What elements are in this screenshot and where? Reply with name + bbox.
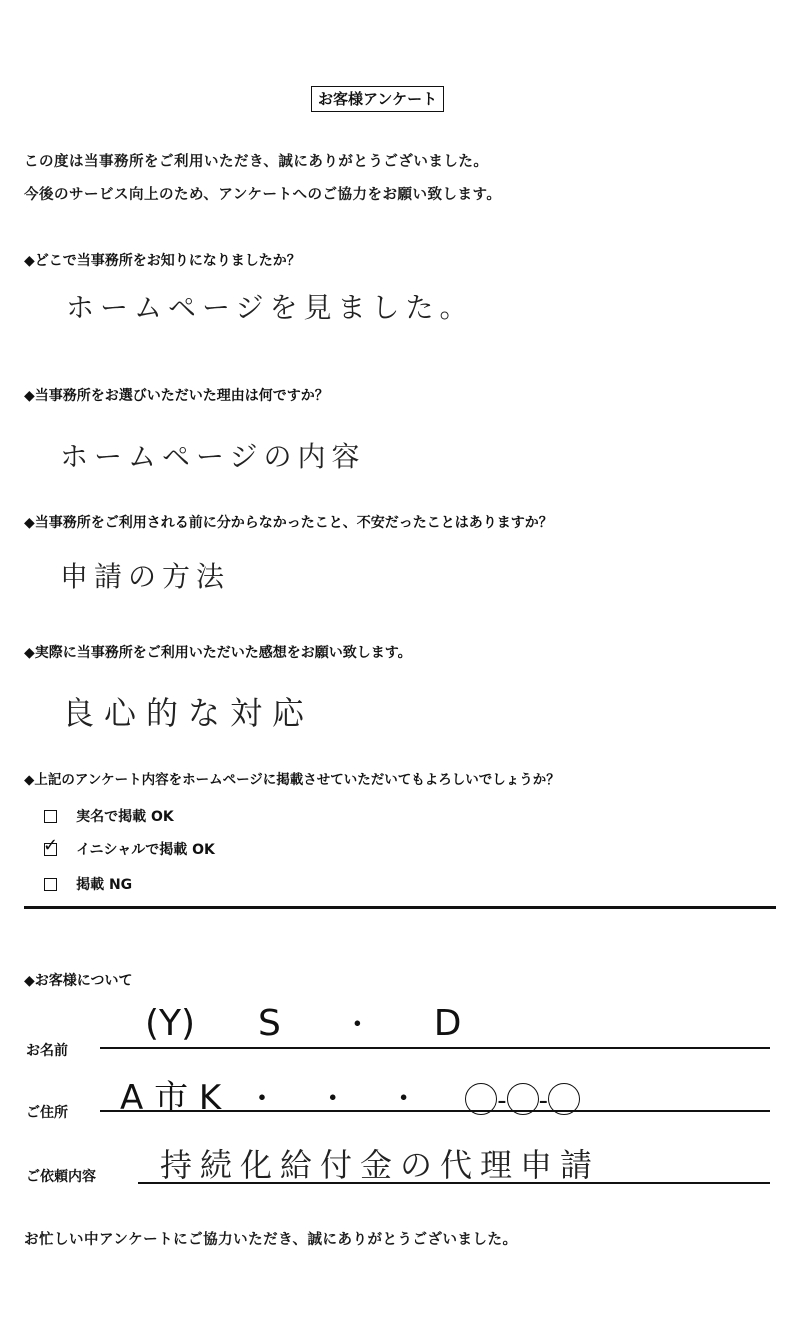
name-part-4: D bbox=[433, 1003, 462, 1044]
option-realname-label: 実名で掲載 OK bbox=[76, 809, 174, 825]
checkbox-ng[interactable] bbox=[44, 878, 57, 891]
option-realname[interactable] bbox=[44, 806, 174, 826]
address-part-3: ・ bbox=[317, 1082, 348, 1117]
option-initials[interactable] bbox=[43, 835, 215, 859]
answer-reason: ホームページの内容 bbox=[60, 440, 366, 473]
name-part-2: S bbox=[258, 1003, 281, 1044]
question-publish: ◆上記のアンケート内容をホームページに掲載させていただいてもよろしいでしょうか？ bbox=[24, 772, 560, 788]
request-label: ご依頼内容 bbox=[26, 1169, 96, 1185]
checkbox-initials[interactable] bbox=[43, 835, 59, 856]
request-value: 持続化給付金の代理申請 bbox=[160, 1146, 601, 1184]
option-ng-label: 掲載 NG bbox=[76, 877, 133, 893]
answer-source: ホームページを見ました。 bbox=[66, 291, 474, 324]
name-label: お名前 bbox=[26, 1043, 68, 1059]
question-source: ◆どこで当事務所をお知りになりましたか？ bbox=[24, 253, 301, 269]
name-underline bbox=[100, 1047, 770, 1049]
name-value bbox=[145, 1000, 462, 1044]
option-initials-label: イニシャルで掲載 OK bbox=[76, 842, 215, 858]
name-part-1: (Y) bbox=[145, 1003, 196, 1044]
question-reason: ◆当事務所をお選びいただいた理由は何ですか？ bbox=[24, 388, 329, 404]
intro-line-2: 今後のサービス向上のため、アンケートへのご協力をお願い致します。 bbox=[24, 187, 502, 203]
name-part-3: ・ bbox=[342, 1008, 373, 1043]
intro-line-1: この度は当事務所をご利用いただき、誠にありがとうございました。 bbox=[24, 154, 489, 170]
section-divider bbox=[24, 906, 776, 909]
address-part-4: ・ bbox=[388, 1082, 419, 1117]
answer-impression: 良心的な対応 bbox=[62, 694, 315, 732]
address-part-1: A 市 K bbox=[120, 1078, 222, 1118]
customer-heading: ◆お客様について bbox=[24, 973, 133, 989]
answer-concerns: 申請の方法 bbox=[60, 560, 231, 593]
option-ng[interactable] bbox=[44, 874, 132, 894]
redacted-digit-1 bbox=[465, 1083, 497, 1115]
redacted-digit-2 bbox=[507, 1083, 539, 1115]
address-label: ご住所 bbox=[26, 1105, 68, 1121]
question-concerns: ◆当事務所をご利用される前に分からなかったこと、不安だったことはありますか？ bbox=[24, 515, 553, 531]
question-impression: ◆実際に当事務所をご利用いただいた感想をお願い致します。 bbox=[24, 645, 412, 661]
survey-title: お客様アンケート bbox=[311, 86, 444, 112]
redacted-digit-3 bbox=[548, 1083, 580, 1115]
address-value: A 市 K ・ ・ ・ - - bbox=[120, 1070, 580, 1119]
address-part-2: ・ bbox=[246, 1082, 277, 1117]
checkbox-realname[interactable] bbox=[44, 810, 57, 823]
closing-message: お忙しい中アンケートにご協力いただき、誠にありがとうございました。 bbox=[24, 1232, 518, 1248]
checkmark-icon: ✓ bbox=[43, 835, 59, 856]
